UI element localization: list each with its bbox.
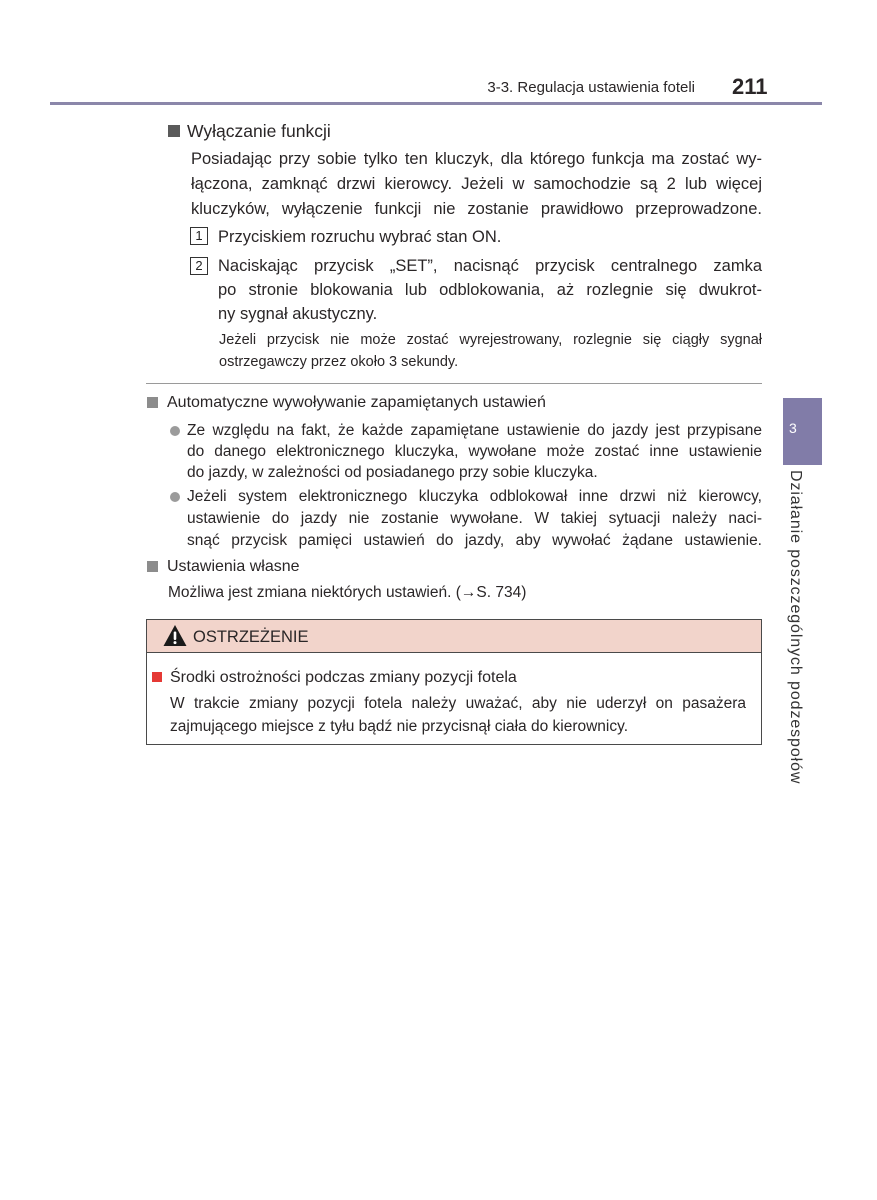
bullet-item [187,420,762,483]
step-number-badge: 2 [190,257,208,275]
chapter-tab [783,398,822,465]
bullet-line: Ze względu na fakt, że każde zapamiętane ustawienie do jazdy jest przypisane [187,422,762,439]
paragraph-line: Posiadając przy sobie tylko ten kluczyk, dla którego funkcja ma zostać wy- [191,150,762,168]
section-divider [146,383,762,384]
warning-line: zajmującego miejsce z tyłu bądź nie przycisnął ciała do kierownicy. [170,718,629,735]
bullet-dot-icon [170,492,180,502]
bullet-dot-icon [170,426,180,436]
disable-function-paragraph [191,147,762,222]
bullet-line: Jeżeli system elektronicznego kluczyka odblokował inne drzwi niż kierowcy, [187,488,762,505]
warning-title: Środki ostrożności podczas zmiany pozycji fotela [170,669,517,686]
custom-settings-text: Możliwa jest zmiana niektórych ustawień. (→S. 734) [168,584,527,601]
section-square-icon [147,561,158,572]
header-section-title: 3-3. Regulacja ustawienia foteli [487,79,695,96]
bullet-line: do jazdy, w zależności od posiadanego przy sobie kluczyka. [187,464,598,481]
warning-label: OSTRZEŻENIE [193,628,309,646]
warning-square-icon [152,672,162,682]
step-number-badge: 1 [190,227,208,245]
warning-header [147,620,761,653]
note-line: ostrzegawczy przez około 3 sekundy. [219,354,459,370]
bullet-line: ustawienie do jazdy nie zostanie wywołane. W takiej sytuacji należy naci- [187,510,762,527]
warning-box [146,619,762,745]
chapter-number: 3 [789,420,797,436]
paragraph-line: łączona, zamknąć drzwi kierowcy. Jeżeli w samochodzie są 2 lub więcej [191,175,762,193]
note-line: Jeżeli przycisk nie może zostać wyrejestrowany, rozlegnie się ciągły sygnał [219,332,762,348]
step-text-line: ny sygnał akustyczny. [218,305,378,323]
step-note [219,329,762,373]
page-number: 211 [732,74,768,99]
step-2-text [218,254,762,326]
step-text-line: po stronie blokowania lub odblokowania, aż rozlegnie się dwukrot- [218,281,762,299]
warning-text [170,692,746,738]
section-title-disable-function: Wyłączanie funkcji [187,121,331,141]
bullet-line: snąć przycisk pamięci ustawień do jazdy, aby wywołać żądane ustawienie. [187,532,762,549]
section-square-icon [147,397,158,408]
warning-icon [163,624,187,647]
step-text-line: Przyciskiem rozruchu wybrać stan ON. [218,228,502,246]
step-1-text [218,225,762,249]
paragraph-line: kluczyków, wyłączenie funkcji nie zostanie prawidłowo przeprowadzone. [191,200,762,218]
step-text-line: Naciskając przycisk „SET”, nacisnąć przycisk centralnego zamka [218,257,762,275]
bullet-item [187,486,762,552]
bullet-line: do danego elektronicznego kluczyka, wywołane może zostać inne ustawienie [187,443,762,460]
header-rule [50,102,822,105]
section-title-custom-settings: Ustawienia własne [167,558,300,575]
chapter-title: Działanie poszczególnych podzespołów [787,470,804,785]
section-title-auto-recall: Automatyczne wywoływanie zapamiętanych ustawień [167,394,546,411]
section-square-icon [168,125,180,137]
warning-line: W trakcie zmiany pozycji fotela należy uważać, aby nie uderzył on pasażera [170,695,746,712]
